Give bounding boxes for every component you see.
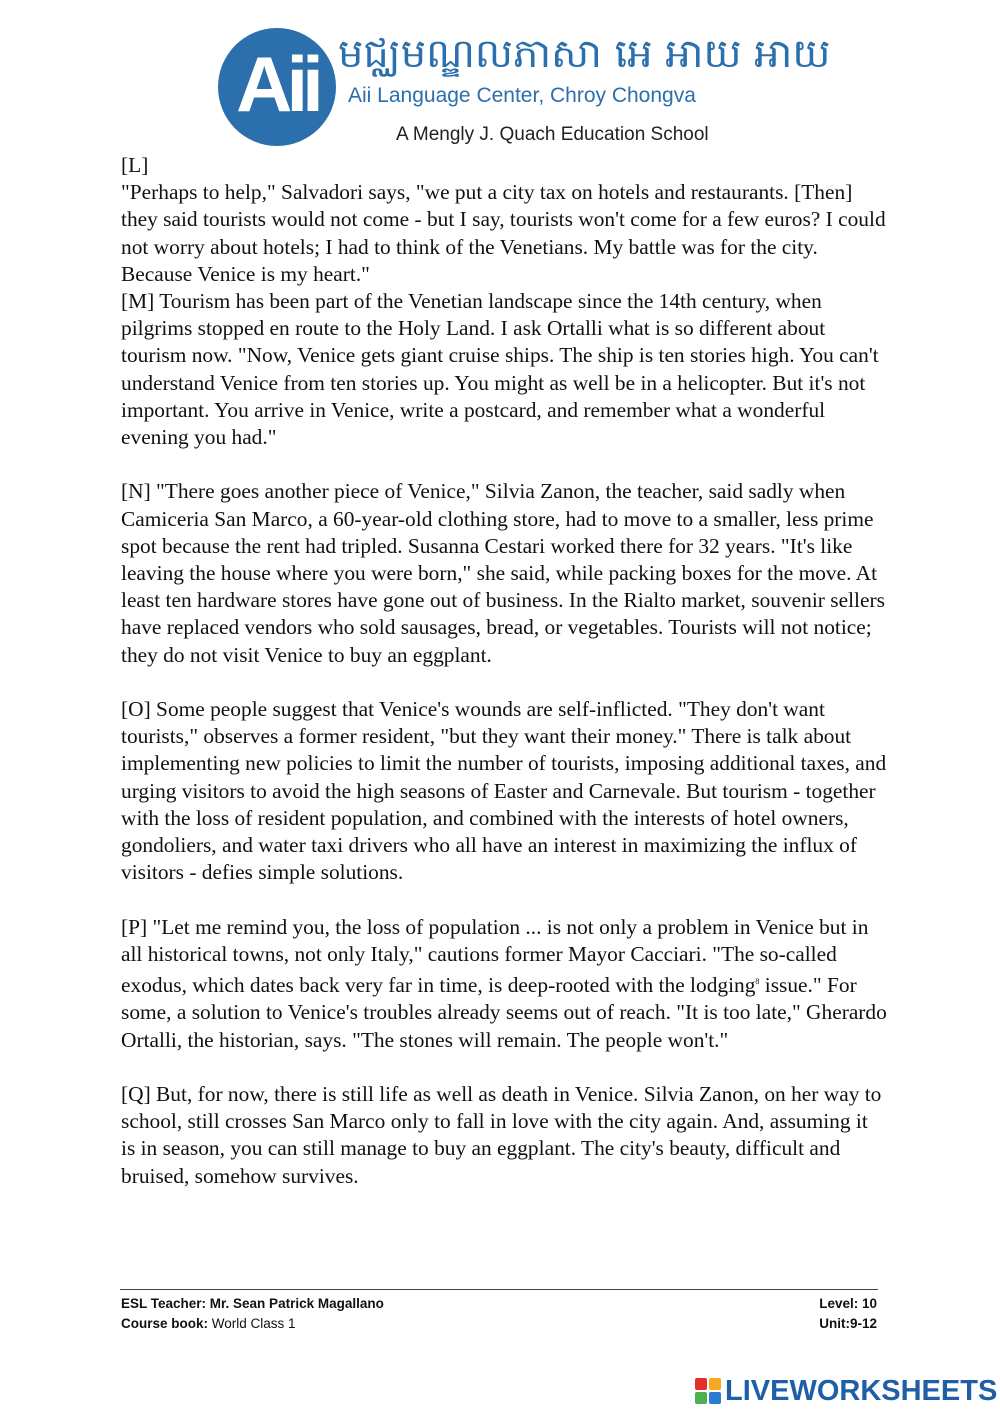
footnote-marker: 8 [755,977,760,987]
article-body [121,152,887,1190]
paragraph-m: [M] Tourism has been part of the Venetian landscape since the 14th century, when pilgrims stopped en route to the Holy Land. I ask Ortalli what is so different about tourism now. "Now, Venice gets giant cruise ships. The ship is ten stories high. You can't understand Venice from ten stories up. You might as well be in a helicopter. But it's not important. You arrive in Venice, write a postcard, and remember what a wonderful evening you had." [121,289,879,450]
paragraph-q: [Q] But, for now, there is still life as well as death in Venice. Silvia Zanon, on her way to school, still crosses San Marco only to fall in love with the city again. And, assuming it is in season, you can still manage to buy an eggplant. The city's beauty, difficult and bruised, somehow survives. [121,1081,882,1188]
course-book [121,1314,296,1334]
paragraph-marker-l: [L] [121,153,149,177]
paragraph-p-text-end: issue." For some, a solution to Venice's troubles already seems out of reach. "It is too late," Gherardo Ortalli, the historian, says. "The stones will remain. The people won't." [121,973,887,1052]
page-footer [121,1294,877,1334]
paragraph-n: [N] "There goes another piece of Venice," Silvia Zanon, the teacher, said sadly when Camiceria San Marco, a 60-year-old clothing store, had to move to a smaller, less prime spot because the rent had tripled. Susanna Cestari worked there for 32 years. "It's like leaving the house where you were born," she said, while packing boxes for the move. At least ten hardware stores have gone out of business. In the Rialto market, souvenir sellers have replaced vendors who sold sausages, bread, or vegetables. Tourists will not notice; they do not visit Venice to buy an eggplant. [121,479,885,667]
paragraph-l: "Perhaps to help," Salvadori says, "we put a city tax on hotels and restaurants. [Then] they said tourists would not come - but I say, tourists won't come for a few euros? I could not worry about hotels; I had to think of the Venetians. My battle was for the city. Because Venice is my heart." [121,180,886,286]
teacher-label: ESL Teacher: Mr. Sean Patrick Magallano [121,1296,384,1311]
liveworksheets-text: LIVEWORKSHEETS [725,1375,998,1407]
unit-label: Unit:9-12 [819,1316,877,1331]
course-book-label: Course book: [121,1316,209,1331]
course-book-value: World Class 1 [208,1316,296,1331]
paragraph-p [121,914,887,1054]
paragraph-o: [O] Some people suggest that Venice's wounds are self-inflicted. "They don't want tourists," observes a former resident, "but they want their money." There is talk about implementing new policies to limit the number of tourists, imposing additional taxes, and urging visitors to avoid the high seasons of Easter and Carnevale. But tourism - together with the loss of resident population, and combined with the interests of hotel owners, gondoliers, and water taxi drivers who all have an interest in maximizing the influx of visitors - defies simple solutions. [121,697,887,885]
paragraph-p-text-start: [P] "Let me remind you, the loss of population ... is not only a problem in Venice but in all historical towns, not only Italy," cautions former Mayor Cacciari. "The so-called exodus, which dates back very far in time, is deep-rooted with the lodging [121,914,869,998]
school-name-english: Aii Language Center, Chroy Chongva [348,84,696,107]
level-label: Level: 10 [819,1296,877,1311]
logo-text: Aii [236,40,318,128]
school-tagline: A Mengly J. Quach Education School [396,124,709,145]
school-logo [218,28,336,146]
liveworksheets-watermark [695,1376,997,1406]
footer-divider [120,1289,878,1290]
liveworksheets-icon [695,1378,721,1404]
school-name-khmer: មជ្ឈមណ្ឌលភាសា អេ អាយ អាយ [338,31,831,77]
